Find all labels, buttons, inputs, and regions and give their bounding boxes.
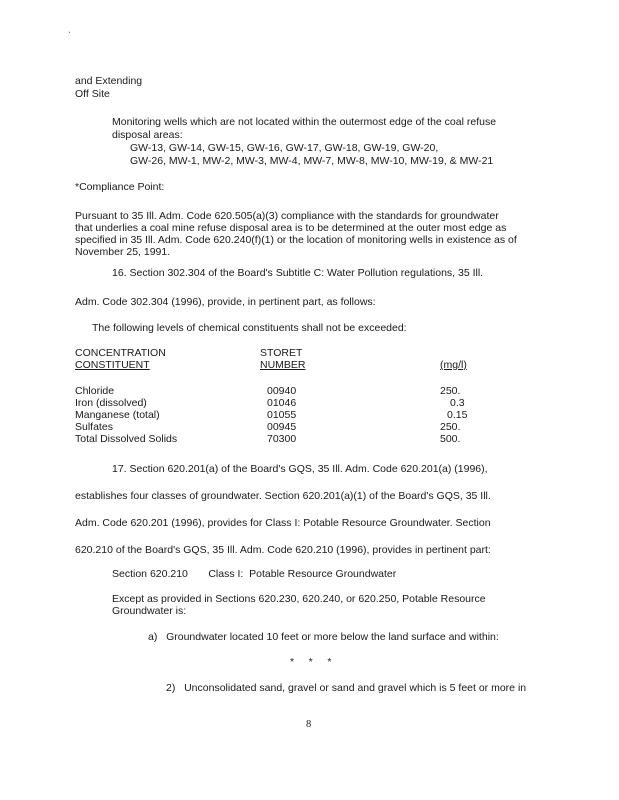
wells-intro-line-1: Monitoring wells which are not located within the outermost edge of the coal refuse xyxy=(112,116,497,128)
section-heading: Section 620.210 Class I: Potable Resource Groundwater xyxy=(112,568,397,580)
para17-line-2: establishes four classes of groundwater. Section 620.201(a)(1) of the Board's GQS, 35 Ill. xyxy=(75,490,491,502)
cell-storet: 00945 xyxy=(267,421,297,433)
header-mg-l: (mg/l) xyxy=(440,359,467,371)
table-header-row xyxy=(75,359,495,371)
cell-value: 250. xyxy=(440,385,461,397)
cell-value: 250. xyxy=(440,421,461,433)
para17-line-4: 620.210 of the Board's GQS, 35 Ill. Adm. Code 620.210 (1996), provides in pertinent part: xyxy=(75,544,491,556)
header-number: NUMBER xyxy=(260,359,306,371)
wells-list-line-2: GW-26, MW-1, MW-2, MW-3, MW-4, MW-7, MW-8, MW-10, MW-19, & MW-21 xyxy=(130,155,494,167)
item-2: 2) Unconsolidated sand, gravel or sand and gravel which is 5 feet or more in xyxy=(166,682,527,694)
cell-storet: 01046 xyxy=(267,397,297,409)
corner-mark: ` xyxy=(68,31,71,40)
para16-line-2: Adm. Code 302.304 (1996), provide, in pertinent part, as follows: xyxy=(75,296,376,308)
cell-value: 500. xyxy=(440,433,461,445)
compliance-line-4: November 25, 1991. xyxy=(75,246,171,258)
compliance-line-2: that underlies a coal mine refuse disposal area is to be determined at the outer most edge as xyxy=(75,222,507,234)
levels-intro: The following levels of chemical constituents shall not be exceeded: xyxy=(92,322,407,334)
cell-constituent: Total Dissolved Solids xyxy=(75,433,178,445)
except-line-2: Groundwater is: xyxy=(112,605,187,617)
table-row xyxy=(75,385,495,397)
table-row xyxy=(75,421,495,433)
header-concentration: CONCENTRATION xyxy=(75,347,166,359)
para16-line-1: 16. Section 302.304 of the Board's Subtitle C: Water Pollution regulations, 35 Ill. xyxy=(112,267,484,279)
cell-storet: 70300 xyxy=(267,433,297,445)
page-number: 8 xyxy=(306,719,312,730)
wells-list-line-1: GW-13, GW-14, GW-15, GW-16, GW-17, GW-18, GW-19, GW-20, xyxy=(130,142,439,154)
cell-constituent: Iron (dissolved) xyxy=(75,397,147,409)
table-header-row xyxy=(75,347,495,359)
para17-line-3: Adm. Code 620.201 (1996), provides for Class I: Potable Resource Groundwater. Section xyxy=(75,517,491,529)
table-row xyxy=(75,409,495,421)
cell-constituent: Chloride xyxy=(75,385,115,397)
heading-line-1: and Extending xyxy=(75,75,143,87)
table-row xyxy=(75,397,495,409)
compliance-heading: *Compliance Point: xyxy=(75,181,165,193)
cell-storet: 01055 xyxy=(267,409,297,421)
compliance-line-1: Pursuant to 35 Ill. Adm. Code 620.505(a)(3) compliance with the standards for groundwater xyxy=(75,210,499,222)
header-storet: STORET xyxy=(260,347,303,359)
wells-intro-line-2: disposal areas: xyxy=(112,129,183,141)
header-constituent: CONSTITUENT xyxy=(75,359,150,371)
cell-storet: 00940 xyxy=(267,385,297,397)
except-line-1: Except as provided in Sections 620.230, 620.240, or 620.250, Potable Resource xyxy=(112,593,486,605)
para17-line-1: 17. Section 620.201(a) of the Board's GQS, 35 Ill. Adm. Code 620.201(a) (1996), xyxy=(112,463,488,475)
cell-value: 0.3 xyxy=(450,397,465,409)
cell-constituent: Sulfates xyxy=(75,421,113,433)
compliance-line-3: specified in 35 Ill. Adm. Code 620.240(f)(1) or the location of monitoring wells in existence as of xyxy=(75,234,517,246)
cell-value: 0.15 xyxy=(447,409,468,421)
cell-constituent: Manganese (total) xyxy=(75,409,160,421)
ellipsis-asterisks: * * * xyxy=(290,656,332,668)
heading-line-2: Off Site xyxy=(75,88,110,100)
table-row xyxy=(75,433,495,445)
item-a: a) Groundwater located 10 feet or more below the land surface and within: xyxy=(148,631,499,643)
